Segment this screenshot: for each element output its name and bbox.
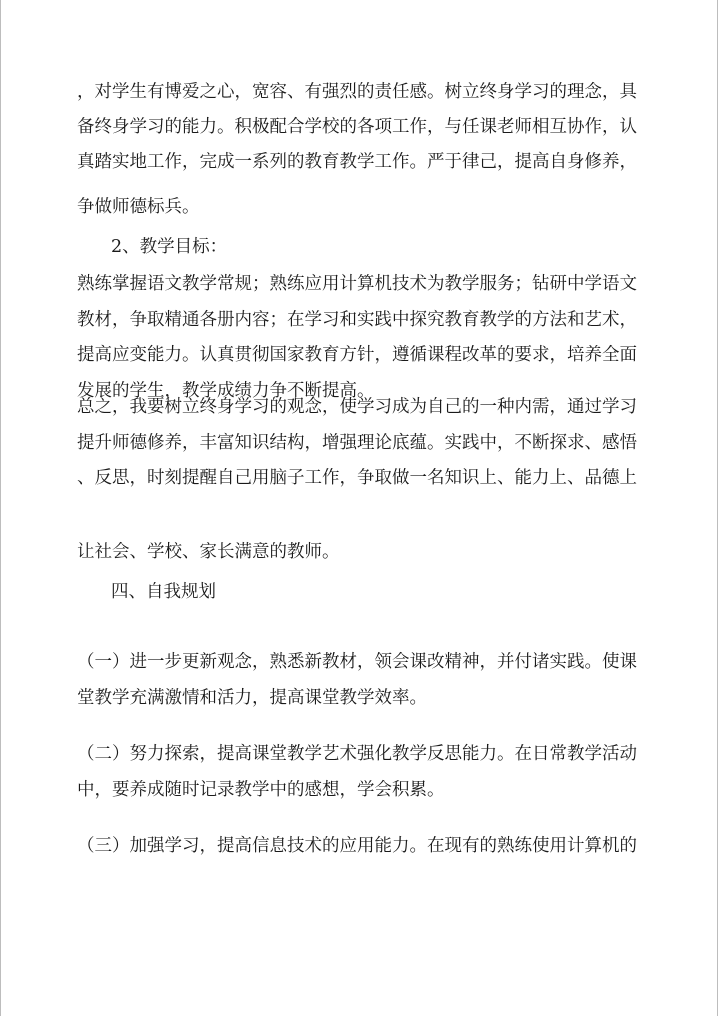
paragraph-2-line-3: 提高应变能力。认真贯彻国家教育方针，遵循课程改革的要求，培养全面 [77, 345, 637, 365]
item-1-line-1: （一）进一步更新观念，熟悉新教材，领会课改精神，并付诸实践。使课 [77, 652, 637, 672]
paragraph-1-line-1: ，对学生有博爱之心，宽容、有强烈的责任感。树立终身学习的理念，具 [77, 82, 637, 102]
paragraph-3-line-1: 总之，我要树立终身学习的观念，使学习成为自己的一种内需，通过学习 [77, 397, 637, 417]
paragraph-1-line-4: 争做师德标兵。 [77, 197, 200, 217]
section-heading-self-plan: 四、自我规划 [111, 582, 216, 602]
paragraph-3-line-2: 提升师德修养，丰富知识结构，增强理论底蕴。实践中，不断探求、感悟 [77, 433, 637, 453]
item-1-line-2: 堂教学充满激情和活力，提高课堂教学效率。 [77, 688, 427, 708]
paragraph-2-line-1: 熟练掌握语文教学常规；熟练应用计算机技术为教学服务；钻研中学语文 [77, 274, 637, 294]
item-2-line-1: （二）努力探索，提高课堂教学艺术强化教学反思能力。在日常教学活动 [77, 744, 637, 764]
section-heading-teaching-goal: 2、教学目标： [111, 237, 228, 257]
item-3-line-1: （三）加强学习，提高信息技术的应用能力。在现有的熟练使用计算机的 [77, 836, 637, 856]
item-2-line-2: 中，要养成随时记录教学中的感想，学会积累。 [77, 780, 445, 800]
paragraph-3-line-3: 、反思，时刻提醒自己用脑子工作，争取做一名知识上、能力上、品德上 [77, 468, 637, 488]
paragraph-1-line-3: 真踏实地工作，完成一系列的教育教学工作。严于律己，提高自身修养， [77, 152, 637, 172]
paragraph-2-line-4: 发展的学生，教学成绩力争不断提高。 [77, 381, 375, 401]
paragraph-2-line-2: 教材，争取精通各册内容；在学习和实践中探究教育教学的方法和艺术， [77, 310, 637, 330]
paragraph-3-line-4: 让社会、学校、家长满意的教师。 [77, 542, 340, 562]
paragraph-1-line-2: 备终身学习的能力。积极配合学校的各项工作，与任课老师相互协作，认 [77, 117, 637, 137]
